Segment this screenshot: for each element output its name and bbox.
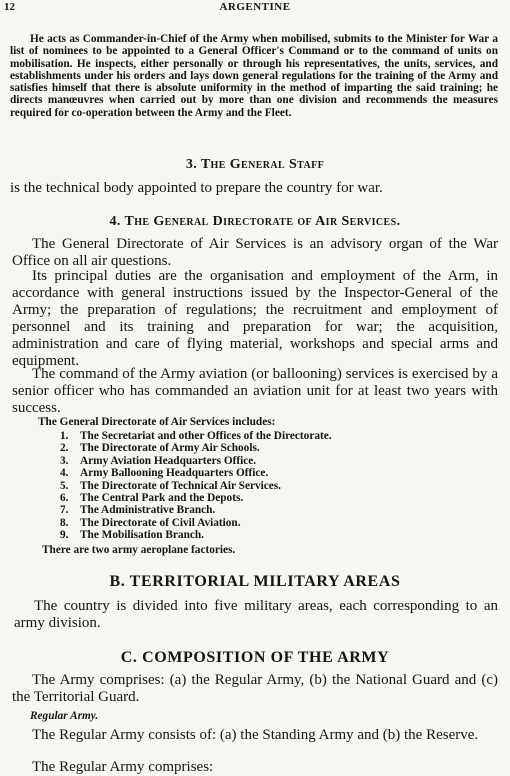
list-item: 1. The Secretariat and other Offices of the Directorate. [60, 430, 332, 442]
section-4-para-1: The General Directorate of Air Services is an advisory organ of the War Office on all air questions. [12, 236, 498, 269]
section-b-heading: B. TERRITORIAL MILITARY AREAS [109, 573, 401, 590]
section-b-text: The country is divided into five military areas, each corresponding to an army division. [14, 598, 498, 631]
section-c-heading: C. COMPOSITION OF THE ARMY [120, 649, 390, 666]
page-number: 12 [4, 1, 15, 13]
regular-army-consists: The Regular Army consists of: (a) the Standing Army and (b) the Reserve. [32, 727, 479, 743]
section-c-comprises: The Army comprises: (a) the Regular Army, (b) the National Guard and (c) the Territorial Guard. [12, 672, 498, 705]
running-title: ARGENTINE [219, 1, 291, 13]
list-item: 5. The Directorate of Technical Air Services. [60, 479, 282, 492]
page-header [0, 1, 510, 15]
list-item: 2. The Directorate of Army Air Schools. [60, 442, 260, 455]
regular-army-subheading: Regular Army. [30, 710, 99, 722]
list-item: 7. The Administrative Branch. [60, 504, 216, 517]
list-item: 9. The Mobilisation Branch. [60, 529, 204, 542]
list-item: 8. The Directorate of Civil Aviation. [60, 516, 241, 529]
includes-intro: The General Directorate of Air Services includes: [38, 416, 276, 428]
directorate-list [46, 430, 332, 542]
list-item: 6. The Central Park and the Depots. [60, 492, 244, 505]
regular-army-comprises: The Regular Army comprises: [32, 759, 214, 775]
list-item: 4. Army Ballooning Headquarters Office. [60, 467, 269, 480]
section-3-heading: 3. The General Staff [185, 157, 325, 172]
list-item: 3. Army Aviation Headquarters Office. [60, 454, 257, 467]
section-4-para-3: The command of the Army aviation (or ballooning) services is exercised by a senior officer who has commanded an aviation unit for at least two years with success. [12, 366, 498, 416]
section-4-para-2: Its principal duties are the organisation and employment of the Arm, in accordance with general instructions issued by the Inspector-General of the Army; the preparation of regulations; the recruitment and employment of personnel and its training and preparation for war; the acquisition, administration and care of flying material, workshops and special arms and equipment. [12, 268, 498, 369]
section-3-text: is the technical body appointed to prepare the country for war. [10, 180, 383, 196]
intro-paragraph: He acts as Commander-in-Chief of the Army when mobilised, submits to the Minister for War a list of nominees to be appointed to a General Officer's Command or to the command of units on mobilisation. He inspects, either personally or through his representatives, the units, services, and establishments under his orders and lays down general regulations for the training of the Army and satisfies himself that there is absolute uniformity in the method of imparting the said training; he directs manœuvres when carried out by more than one division and recommends the measures required for co-operation between the Army and the Fleet. [10, 33, 498, 119]
factories-note: There are two army aeroplane factories. [42, 544, 236, 556]
section-4-heading: 4. The General Directorate of Air Services. [109, 214, 401, 229]
